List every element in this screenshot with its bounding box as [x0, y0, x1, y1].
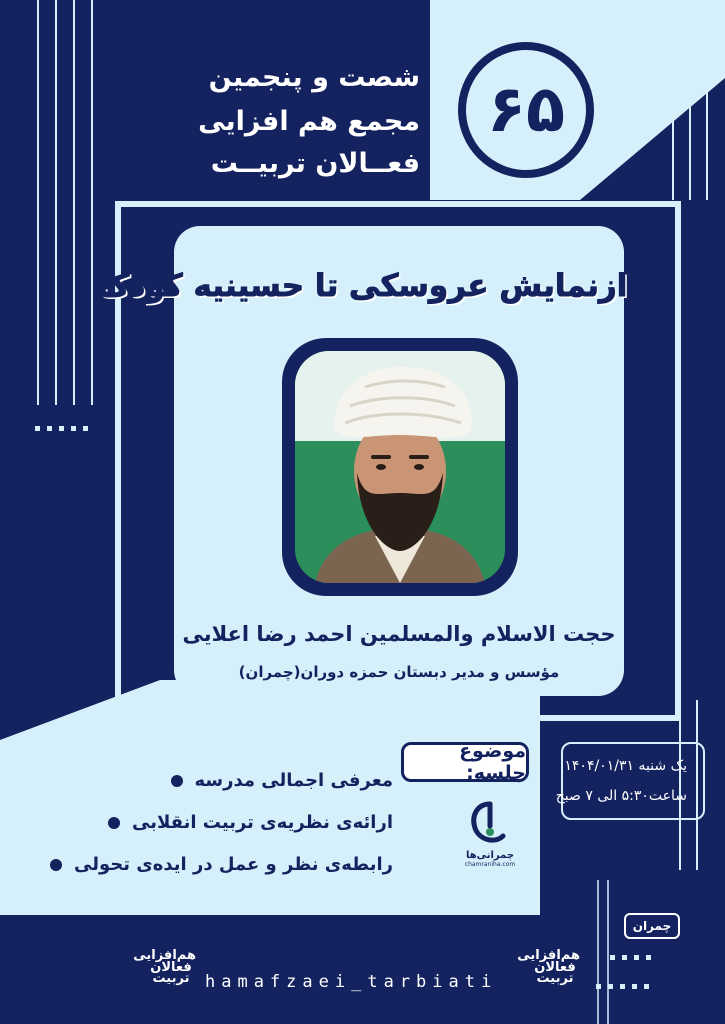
- topic-item: [50, 854, 393, 875]
- stamp-logo-left: [133, 948, 196, 987]
- stamp-logo-left-text: هم‌افزایی فعالان تربیت: [133, 948, 196, 987]
- speaker-portrait-frame: [282, 338, 518, 596]
- header-line-3: فعــالان تربیــت: [210, 148, 420, 179]
- speaker-name: حجت الاسلام والمسلمین احمد رضا اعلایی: [182, 622, 616, 646]
- schedule-box: [555, 742, 705, 820]
- brand-logo-icon: [465, 798, 515, 854]
- topic-item-text: رابطه‌ی نظر و عمل در ایده‌ی تحولی: [74, 854, 393, 875]
- topic-item-text: ارائه‌ی نظریه‌ی تربیت انقلابی: [132, 812, 393, 833]
- speaker-portrait: [295, 351, 505, 583]
- schedule-date: یک شنبه ۱۴۰۴/۰۱/۳۱: [564, 758, 687, 774]
- topic-label: موضوع جلسه:: [401, 742, 529, 782]
- bullet-icon: [108, 817, 120, 829]
- topic-item: [108, 812, 393, 833]
- stamp-logo-right: [517, 948, 580, 987]
- bullet-icon: [171, 775, 183, 787]
- brand-logo: [460, 798, 520, 878]
- portrait-illustration: [295, 351, 505, 583]
- header-line-1: شصت و پنجمین: [208, 62, 420, 93]
- header-line-2: مجمع هم افزایی: [198, 106, 420, 137]
- bullet-icon: [50, 859, 62, 871]
- event-title: ازنمایش عروسکی تا حسینیه کودک: [97, 268, 628, 304]
- topic-item: [171, 770, 394, 791]
- small-logo: چمران: [624, 913, 680, 939]
- social-handle: hamafzaei_tarbiati: [205, 972, 498, 992]
- brand-name: چمرانی‌ها: [465, 850, 515, 861]
- topic-item-text: معرفی اجمالی مدرسه: [194, 770, 393, 791]
- stamp-logo-right-text: هم‌افزایی فعالان تربیت: [517, 948, 580, 987]
- schedule-time: ساعت۵:۳۰ الی ۷ صبح: [555, 788, 687, 804]
- session-number: ۶۵: [458, 42, 594, 178]
- brand-url: chamraniha.com: [464, 861, 516, 868]
- speaker-role: مؤسس و مدیر دبستان حمزه دوران(چمران): [238, 663, 560, 681]
